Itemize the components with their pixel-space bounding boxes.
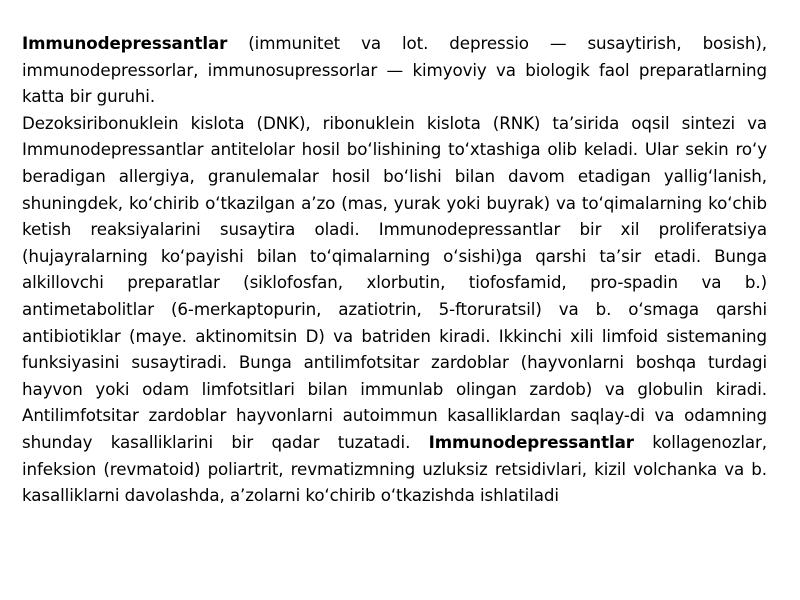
document-body <box>22 30 767 509</box>
term-bold: Immunodepressantlar <box>22 33 228 53</box>
term-bold-inline: Immunodepressantlar <box>428 431 634 452</box>
description-text-b: kollagenozlar, infeksion (revmatoid) poliartrit, revmatizmning uzluksiz retsidivlari, kizil volchanka va b. kasalliklarni davolashda, a’zolarni koʻchirib oʻtkazishda ishlatiladi <box>22 431 768 506</box>
paragraph-description <box>22 110 767 509</box>
definition-text: (immunitet va lot. depressio — susaytirish, bosish), immunodepressorlar, immunosupressorlar — kimyoviy va biologik faol preparatlarning katta bir guruhi. <box>22 33 767 107</box>
description-text-a: Dezoksiribonuklein kislota (DNK), ribonuklein kislota (RNK) ta’sirida oqsil sintezi va Immunodepressantlar antitelolar hosil boʻlishining toʻxtashiga olib keladi. Ular sekin roʻy beradigan allergiya, granulemalar hosil boʻlishi bilan davom etadigan yalligʻlanish, shuningdek, koʻchirib oʻtkazilgan a’zo (mas, yurak yoki buyrak) va toʻqimalarning koʻchib ketish reaksiyalarini susaytira oladi. Immunodepressantlar bir xil proliferatsiya (hujayralarning koʻpayishi bilan toʻqimalarning oʻsishi)ga qarshi ta’sir etadi. Bunga alkillovchi preparatlar (siklofosfan, xlorbutin, tiofosfamid, pro-spadin va b.) antimetabolitlar (6-merkaptopurin, azatiotrin, 5-ftoruratsil) va b. oʻsmaga qarshi antibiotiklar (maye. aktinomitsin D) va batriden kiradi. Ikkinchi xili limfoid sistemaning funksiyasini susaytiradi. Bunga antilimfotsitar zardoblar (hayvonlarni boshqa turdagi hayvon yoki odam limfotsitlari bilan immunlab olingan zardob) va globulin kiradi. Antilimfotsitar zardoblar hayvonlarni autoimmun kasalliklardan saqlay-di va odamning shunday kasalliklarini bir qadar tuzatadi. <box>22 112 767 452</box>
paragraph-definition <box>22 30 767 110</box>
